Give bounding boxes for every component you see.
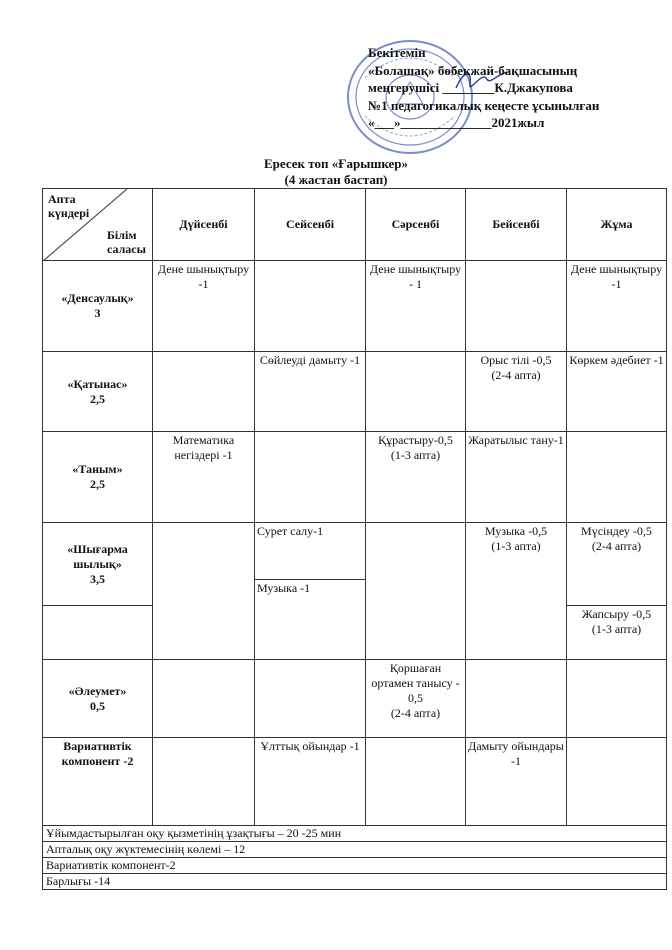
lesson-cell: Жаратылыс тану-1 (466, 432, 567, 523)
table-row (43, 523, 667, 580)
footer-variative: Вариативтік компонент-2 (43, 858, 667, 874)
lesson-cell: Дене шынықтыру -1 (153, 261, 255, 352)
lesson-cell (153, 352, 255, 432)
lesson-cell (255, 660, 366, 738)
footer-row (43, 826, 667, 842)
lesson-cell: Мүсіндеу -0,5 (2-4 апта) (567, 523, 667, 606)
lesson-cell: Көркем әдебиет -1 (567, 352, 667, 432)
table-row (43, 261, 667, 352)
lesson-cell (153, 660, 255, 738)
approval-org: «Болашақ» бөбекжай-бақшасының (368, 62, 578, 78)
table-row (43, 660, 667, 738)
lesson-cell: Сөйлеуді дамыту -1 (255, 352, 366, 432)
footer-weekly-load: Апталық оқу жүктемесінің көлемі – 12 (43, 842, 667, 858)
day-header-thursday: Бейсенбі (466, 189, 567, 261)
day-header-tuesday: Сейсенбі (255, 189, 366, 261)
table-row (43, 432, 667, 523)
lesson-cell: Музыка -1 (255, 580, 366, 660)
lesson-cell: Дене шынықтыру - 1 (366, 261, 466, 352)
day-header-monday: Дүйсенбі (153, 189, 255, 261)
group-title: Ересек топ «Ғарышкер» (263, 156, 408, 171)
lesson-cell (567, 660, 667, 738)
subject-cell: «Денсаулық» 3 (43, 261, 153, 352)
lesson-cell: Дене шынықтыру -1 (567, 261, 667, 352)
approval-date: «___»______________2021жыл (368, 115, 545, 130)
age-subtitle: (4 жастан бастап) (284, 172, 388, 187)
lesson-cell (153, 523, 255, 660)
corner-top-label: Апта күндері (48, 192, 90, 220)
footer-row (43, 858, 667, 874)
subject-cell: «Қатынас» 2,5 (43, 352, 153, 432)
footer-duration: Ұйымдастырылған оқу қызметінің ұзақтығы – 20 -25 мин (43, 826, 667, 842)
approval-heading: Бекітемін (368, 45, 426, 60)
lesson-cell: Жапсыру -0,5 (1-3 апта) (567, 606, 667, 660)
subject-cell: Вариативтік компонент -2 (43, 738, 153, 826)
footer-row (43, 842, 667, 858)
weekly-schedule-table (42, 188, 667, 890)
lesson-cell: Музыка -0,5 (1-3 апта) (466, 523, 567, 660)
corner-bottom-label: Білім саласы (106, 228, 146, 256)
approval-block (368, 44, 599, 132)
lesson-cell (466, 660, 567, 738)
lesson-cell (567, 432, 667, 523)
lesson-cell (366, 738, 466, 826)
lesson-cell (366, 523, 466, 660)
footer-total: Барлығы -14 (43, 874, 667, 890)
table-row (43, 352, 667, 432)
subject-cell: «Шығарма шылық» 3,5 (43, 523, 153, 606)
corner-header-cell (43, 189, 153, 261)
lesson-cell: Қоршаған ортамен танысу - 0,5 (2-4 апта) (366, 660, 466, 738)
lesson-cell: Құрастыру-0,5 (1-3 апта) (366, 432, 466, 523)
lesson-cell (466, 261, 567, 352)
footer-row (43, 874, 667, 890)
header-row (43, 189, 667, 261)
day-header-friday: Жұма (567, 189, 667, 261)
lesson-cell: Сурет салу-1 (255, 523, 366, 580)
subject-cell: «Әлеумет» 0,5 (43, 660, 153, 738)
subject-spacer (43, 606, 153, 660)
lesson-cell (567, 738, 667, 826)
lesson-cell (255, 432, 366, 523)
table-row (43, 738, 667, 826)
lesson-cell (153, 738, 255, 826)
day-header-wednesday: Сәрсенбі (366, 189, 466, 261)
lesson-cell (366, 352, 466, 432)
approval-head: меңгерушісі ________К.Джакупова (368, 80, 573, 95)
lesson-cell (255, 261, 366, 352)
lesson-cell: Ұлттық ойындар -1 (255, 738, 366, 826)
approval-council: №1 педагогикалық кеңесте ұсынылған (368, 97, 600, 113)
lesson-cell: Математика негіздері -1 (153, 432, 255, 523)
subject-cell: «Таным» 2,5 (43, 432, 153, 523)
lesson-cell: Орыс тілі -0,5 (2-4 апта) (466, 352, 567, 432)
lesson-cell: Дамыту ойындары -1 (466, 738, 567, 826)
